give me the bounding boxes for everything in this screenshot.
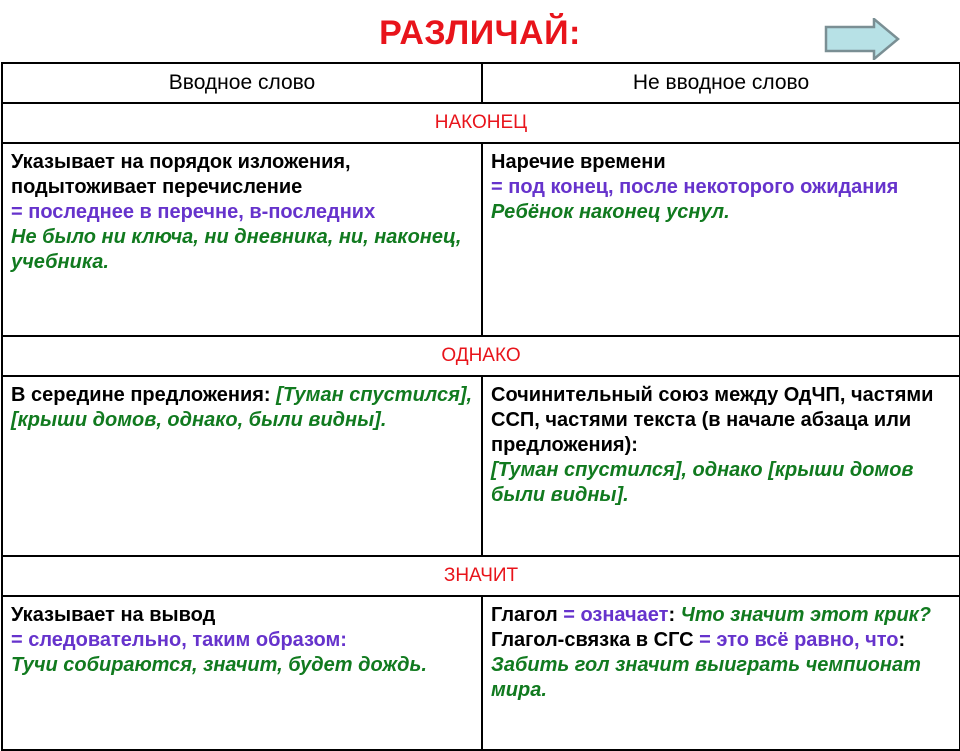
- section-title: НАКОНЕЦ: [2, 103, 960, 143]
- definition-text: Указывает на порядок изложения,: [11, 151, 351, 173]
- example-text: Что значит этот крик?: [680, 604, 932, 626]
- synonym-text: = под конец, после некоторого ожидания: [491, 176, 899, 198]
- comparison-table: [1, 62, 960, 751]
- section-title: ЗНАЧИТ: [2, 556, 960, 596]
- definition-text: Наречие времени: [491, 151, 666, 173]
- cell-non-introductory: [482, 596, 960, 750]
- definition-text: подытоживает перечисление: [11, 176, 303, 198]
- right-arrow-icon[interactable]: [824, 18, 900, 60]
- cell-introductory: [2, 376, 482, 556]
- example-text: Забить гол значит выиграть чемпионат мира.: [491, 654, 921, 701]
- definition-text: Глагол-связка в СГС: [491, 629, 700, 651]
- example-text: Ребёнок наконец уснул.: [491, 201, 730, 223]
- example-text: [Туман спустился], однако [крыши домов были видны].: [491, 459, 914, 506]
- section-row: [2, 336, 960, 376]
- table-row: [2, 143, 960, 336]
- definition-text: Указывает на вывод: [11, 604, 216, 626]
- definition-text: В середине предложения:: [11, 384, 277, 406]
- example-text: Тучи собираются, значит, будет дождь.: [11, 654, 427, 676]
- section-row: [2, 556, 960, 596]
- header-row: [2, 63, 960, 103]
- header-non-introductory: Не вводное слово: [482, 63, 960, 103]
- cell-non-introductory: [482, 143, 960, 336]
- definition-text: Сочинительный союз между ОдЧП, частями ССП, частями текста (в начале абзаца или предложения):: [491, 384, 934, 456]
- cell-introductory: [2, 596, 482, 750]
- example-text: [Туман спустился], [крыши домов, однако, были видны].: [11, 384, 473, 431]
- synonym-text: = следовательно, таким образом:: [11, 629, 347, 651]
- header-introductory: Вводное слово: [2, 63, 482, 103]
- example-text: Не было ни ключа, ни дневника, ни, наконец, учебника.: [11, 226, 462, 273]
- synonym-text: = это всё равно, что: [699, 629, 899, 651]
- table-row: [2, 596, 960, 750]
- synonym-text: = последнее в перечне, в-последних: [11, 201, 376, 223]
- cell-non-introductory: [482, 376, 960, 556]
- synonym-text: = означает: [563, 604, 669, 626]
- definition-text: Глагол: [491, 604, 564, 626]
- cell-introductory: [2, 143, 482, 336]
- punctuation-text: :: [668, 604, 681, 626]
- section-title: ОДНАКО: [2, 336, 960, 376]
- table-row: [2, 376, 960, 556]
- page-title: РАЗЛИЧАЙ:: [379, 14, 581, 52]
- section-row: [2, 103, 960, 143]
- punctuation-text: :: [898, 629, 906, 651]
